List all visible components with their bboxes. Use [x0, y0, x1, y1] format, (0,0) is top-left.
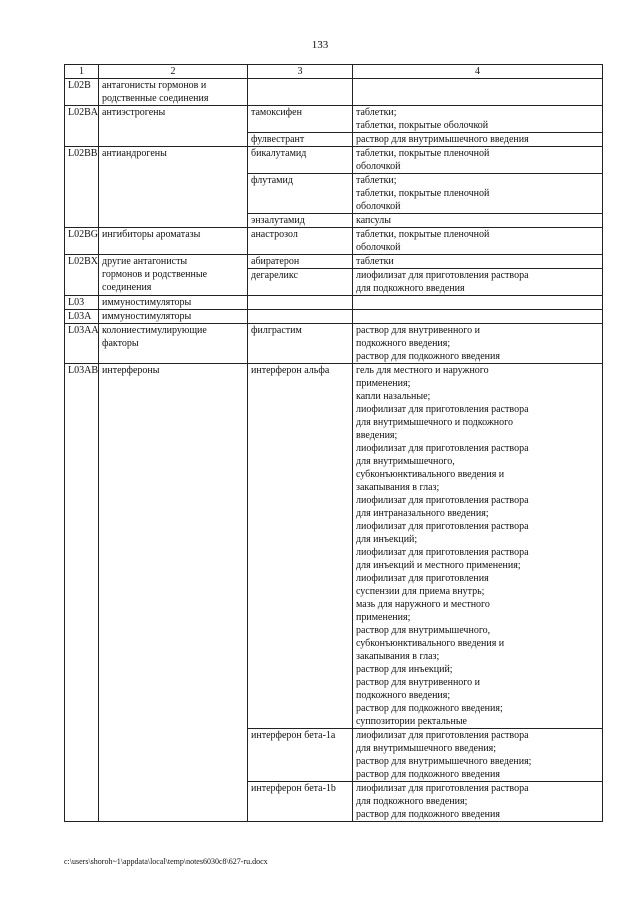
table-row	[65, 296, 603, 310]
group-name-cell	[99, 106, 248, 147]
dosage-form-line: раствор для внутривенного и	[356, 325, 481, 336]
dosage-forms-cell	[353, 106, 603, 133]
drug-name-line: бикалутамид	[251, 148, 307, 159]
dosage-forms-cell	[353, 782, 603, 822]
drug-name-line: фулвестрант	[251, 134, 305, 145]
dosage-form-line: для инъекций и местного применения;	[356, 560, 521, 571]
dosage-form-line: таблетки, покрытые пленочной	[356, 229, 490, 240]
dosage-forms-cell	[353, 133, 603, 147]
group-name-cell	[99, 364, 248, 822]
dosage-form-line: лиофилизат для приготовления раствора	[356, 521, 529, 532]
dosage-forms-cell	[353, 310, 603, 324]
drug-name-cell	[248, 133, 353, 147]
dosage-forms-cell	[353, 255, 603, 269]
dosage-form-line: раствор для инъекций;	[356, 664, 453, 675]
dosage-forms-cell	[353, 729, 603, 782]
drug-name-cell	[248, 255, 353, 269]
dosage-form-line: закапывания в глаз;	[356, 651, 440, 662]
footer-file-path: c:\users\shoroh~1\appdata\local\temp\notes6030c8\627-ru.docx	[64, 857, 268, 866]
dosage-form-line: раствор для внутримышечного,	[356, 625, 491, 636]
group-name-line: иммуностимуляторы	[102, 311, 192, 322]
dosage-form-line: для внутримышечного,	[356, 456, 455, 467]
drug-name-cell	[248, 729, 353, 782]
header-cell-4: 4	[353, 65, 603, 79]
dosage-form-line: для интраназального введения;	[356, 508, 489, 519]
atc-code-cell: L02BX	[65, 255, 99, 296]
dosage-form-line: лиофилизат для приготовления	[356, 573, 489, 584]
dosage-forms-cell	[353, 214, 603, 228]
drug-name-cell	[248, 310, 353, 324]
atc-code-cell: L03	[65, 296, 99, 310]
table-row	[65, 324, 603, 364]
page-number: 133	[311, 39, 329, 51]
drug-name-line: филграстим	[251, 325, 302, 336]
atc-code-cell: L02BB	[65, 147, 99, 228]
dosage-form-line	[356, 296, 599, 309]
table-body	[65, 65, 603, 822]
drug-name-cell	[248, 174, 353, 214]
drug-name-cell	[248, 364, 353, 729]
dosage-form-line: оболочкой	[356, 201, 401, 212]
group-name-cell	[99, 79, 248, 106]
drug-name-line: энзалутамид	[251, 215, 305, 226]
group-name-line: антиандрогены	[102, 148, 167, 159]
drug-name-line: интерферон бета-1a	[251, 730, 336, 741]
drug-name-cell	[248, 106, 353, 133]
drug-name-cell	[248, 228, 353, 255]
dosage-form-line: лиофилизат для приготовления раствора	[356, 495, 529, 506]
group-name-cell	[99, 324, 248, 364]
dosage-form-line: оболочкой	[356, 161, 401, 172]
drug-name-line: интерферон бета-1b	[251, 783, 336, 794]
dosage-form-line: гель для местного и наружного	[356, 365, 489, 376]
dosage-forms-cell	[353, 228, 603, 255]
table-header-row	[65, 65, 603, 79]
atc-code-cell: L03AB	[65, 364, 99, 822]
drug-name-line: анастрозол	[251, 229, 298, 240]
dosage-form-line: суспензии для приема внутрь;	[356, 586, 485, 597]
group-name-cell	[99, 296, 248, 310]
dosage-form-line: подкожного введения;	[356, 338, 451, 349]
dosage-form-line: лиофилизат для приготовления раствора	[356, 404, 529, 415]
dosage-form-line: таблетки, покрытые пленочной	[356, 148, 490, 159]
group-name-line: факторы	[102, 338, 139, 349]
dosage-form-line: капли назальные;	[356, 391, 431, 402]
dosage-form-line: для внутримышечного введения;	[356, 743, 497, 754]
dosage-form-line: лиофилизат для приготовления раствора	[356, 270, 529, 281]
atc-code-cell: L03AA	[65, 324, 99, 364]
group-name-cell	[99, 310, 248, 324]
group-name-cell	[99, 147, 248, 228]
dosage-form-line: капсулы	[356, 215, 391, 226]
drug-name-line: флутамид	[251, 175, 293, 186]
atc-code-cell: L02BG	[65, 228, 99, 255]
dosage-form-line: таблетки;	[356, 175, 397, 186]
drug-name-line	[251, 310, 349, 323]
drug-name-cell	[248, 147, 353, 174]
table-row	[65, 228, 603, 255]
dosage-form-line: закапывания в глаз;	[356, 482, 440, 493]
drug-name-line: интерферон альфа	[251, 365, 330, 376]
drug-name-cell	[248, 296, 353, 310]
group-name-line: колониестимулирующие	[102, 325, 207, 336]
dosage-form-line: применения;	[356, 378, 411, 389]
dosage-forms-cell	[353, 296, 603, 310]
group-name-cell	[99, 228, 248, 255]
atc-code-cell: L02B	[65, 79, 99, 106]
dosage-form-line: таблетки, покрытые оболочкой	[356, 120, 489, 131]
dosage-form-line: подкожного введения;	[356, 690, 451, 701]
dosage-forms-cell	[353, 79, 603, 106]
dosage-form-line: таблетки	[356, 256, 394, 267]
dosage-form-line	[356, 79, 599, 92]
dosage-forms-cell	[353, 324, 603, 364]
dosage-form-line: для внутримышечного и подкожного	[356, 417, 513, 428]
dosage-form-line: оболочкой	[356, 242, 401, 253]
dosage-form-line: применения;	[356, 612, 411, 623]
dosage-form-line: для подкожного введения;	[356, 796, 468, 807]
dosage-form-line: лиофилизат для приготовления раствора	[356, 783, 529, 794]
drug-name-line: тамоксифен	[251, 107, 302, 118]
header-cell-2: 2	[99, 65, 248, 79]
dosage-forms-cell	[353, 147, 603, 174]
dosage-forms-cell	[353, 364, 603, 729]
dosage-form-line: раствор для внутримышечного введения;	[356, 756, 532, 767]
dosage-form-line: суппозитории ректальные	[356, 716, 467, 727]
dosage-form-line: раствор для подкожного введения	[356, 769, 500, 780]
table-row	[65, 79, 603, 106]
dosage-form-line: для подкожного введения	[356, 283, 465, 294]
table-row	[65, 310, 603, 324]
dosage-form-line: раствор для подкожного введения;	[356, 703, 503, 714]
group-name-line: гормонов и родственные	[102, 269, 208, 280]
dosage-form-line: раствор для подкожного введения	[356, 809, 500, 820]
atc-code-cell: L02BA	[65, 106, 99, 147]
header-cell-3: 3	[248, 65, 353, 79]
table-row	[65, 364, 603, 729]
atc-code-cell: L03A	[65, 310, 99, 324]
dosage-forms-cell	[353, 269, 603, 296]
group-name-line: интерфероны	[102, 365, 160, 376]
drug-name-cell	[248, 324, 353, 364]
dosage-form-line: лиофилизат для приготовления раствора	[356, 730, 529, 741]
group-name-line: другие антагонисты	[102, 256, 188, 267]
dosage-form-line: субконъюнктивального введения и	[356, 469, 505, 480]
drug-name-cell	[248, 214, 353, 228]
drug-name-cell	[248, 269, 353, 296]
drug-name-cell	[248, 79, 353, 106]
dosage-form-line: таблетки;	[356, 107, 397, 118]
drug-name-line: абиратерон	[251, 256, 300, 267]
table-row	[65, 106, 603, 133]
medication-table	[64, 64, 603, 822]
dosage-form-line: лиофилизат для приготовления раствора	[356, 547, 529, 558]
group-name-line: антиэстрогены	[102, 107, 166, 118]
group-name-cell	[99, 255, 248, 296]
dosage-form-line	[356, 310, 599, 323]
group-name-line: антагонисты гормонов и	[102, 80, 207, 91]
dosage-form-line: лиофилизат для приготовления раствора	[356, 443, 529, 454]
group-name-line: ингибиторы ароматазы	[102, 229, 201, 240]
dosage-forms-cell	[353, 174, 603, 214]
table-row	[65, 255, 603, 269]
dosage-form-line: раствор для внутримышечного введения	[356, 134, 529, 145]
dosage-form-line: таблетки, покрытые пленочной	[356, 188, 490, 199]
group-name-line: иммуностимуляторы	[102, 297, 192, 308]
dosage-form-line: раствор для подкожного введения	[356, 351, 500, 362]
drug-name-line: дегареликс	[251, 270, 298, 281]
dosage-form-line: субконъюнктивального введения и	[356, 638, 505, 649]
header-cell-1: 1	[65, 65, 99, 79]
dosage-form-line: раствор для внутривенного и	[356, 677, 481, 688]
drug-name-line	[251, 79, 349, 92]
dosage-form-line: для инъекций;	[356, 534, 418, 545]
group-name-line: соединения	[102, 282, 152, 293]
drug-name-cell	[248, 782, 353, 822]
table-row	[65, 147, 603, 174]
dosage-form-line: введения;	[356, 430, 398, 441]
group-name-line: родственные соединения	[102, 93, 209, 104]
dosage-form-line: мазь для наружного и местного	[356, 599, 490, 610]
drug-name-line	[251, 296, 349, 309]
